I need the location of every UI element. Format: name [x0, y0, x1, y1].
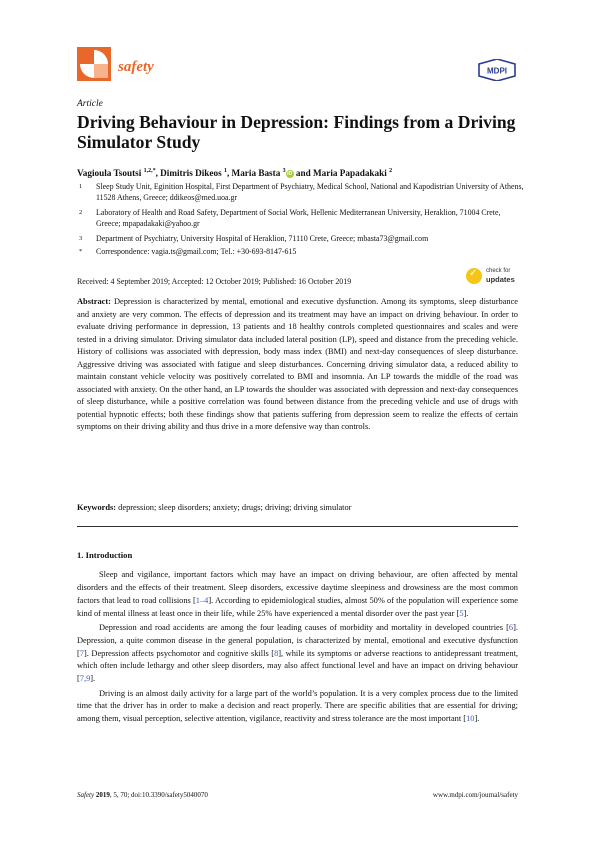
author-affiliation-marker: 1: [223, 168, 227, 174]
keywords-label: Keywords:: [77, 503, 117, 512]
mdpi-logo-text: MDPI: [487, 66, 507, 76]
paragraph-text: ].: [474, 714, 480, 724]
paragraph-text: Driving is an almost daily activity for a large part of the world’s population. It is a very complex process due to the limited time that the driver has in order to make a decision and react properly. There are specific abilities that are essential for driving; among them, visual perception, selective attention, vigilance, reactivity and stress tolerance are the most important [: [77, 688, 518, 724]
author-name: Maria Basta: [231, 168, 281, 179]
citation-link[interactable]: 7: [79, 648, 84, 658]
orcid-icon[interactable]: iD: [287, 171, 293, 178]
author-list: Vagioula Tsoutsi $^{1,2,*}$, Dimitris Dikeos $^1$, Maria Basta $^3$iD and Maria Papadakaki $^2$: [77, 168, 393, 179]
keywords-text: depression; sleep disorders; anxiety; drugs; driving; driving simulator: [118, 503, 352, 512]
mdpi-logo-icon: [477, 59, 517, 81]
affiliation-number: 2: [79, 209, 83, 216]
abstract-text: Depression is characterized by mental, emotional and executive dysfunction. Among its symptoms, sleep disturbance and anxiety are very common. The effects of depression and its treatment may have an impact on driving behaviour. In order to evaluate driving performance in depression, 13 patients and 18 healthy controls completed questionnaires and scales and were tested in a driving simulator. Driving simulator data included lateral position (LP), speed and distance from the preceding vehicle. History of collisions was associated with depression, body mass index (BMI) and next-day consequences of sleep disturbance. Aggressive driving was associated with fatigue and sleep disturbances. Concerning driving simulator data, a reduced ability to maintain constant vehicle velocity was positively correlated to BMI and insomnia. An LP towards the middle of the road was associated with anxiety. On the other hand, an LP towards the shoulder was associated with depression and next-day consequences of sleep disturbance, while a positive correlation was found between distance from the preceding vehicle and use of drugs with potential hypnotic effects; both these findings show that patients suffering from depression seem to realize the effects of certain symptoms on their driving ability and thus drive in a more defensive way than controls.: [77, 297, 519, 432]
author-name: Vagioula Tsoutsi: [77, 168, 142, 179]
author-affiliation-marker: 2: [389, 168, 393, 174]
author-name: Dimitris Dikeos: [160, 168, 222, 179]
author-affiliation-marker: 3: [282, 168, 286, 174]
footer-journal: Safety: [77, 791, 95, 799]
affiliation: [79, 208, 524, 229]
author-name: Maria Papadakaki: [313, 168, 387, 179]
citation-link[interactable]: 8: [274, 648, 279, 658]
paragraph-text: ]. Depression, a quite common disease in the general population, is characterized by mental, emotional and executive dysfunction [: [77, 622, 518, 658]
citation-link[interactable]: 5: [459, 608, 464, 618]
citation-link[interactable]: 1–4: [195, 595, 209, 605]
paragraph-text: ].: [90, 674, 96, 684]
affiliation: [79, 182, 524, 203]
check-for-updates-button[interactable]: [466, 266, 522, 288]
introduction-body: [77, 569, 518, 728]
citation-footer: [77, 791, 208, 799]
abstract: [77, 296, 518, 434]
article-type: Article: [77, 99, 103, 109]
paragraph-text: ]. Depression affects psychomotor and cognitive skills [: [83, 648, 275, 658]
correspondence: [79, 247, 524, 258]
correspondence-marker: *: [79, 248, 83, 255]
author-affiliation-marker: 1,2,*: [143, 168, 156, 174]
check-updates-line2: updates: [486, 275, 515, 284]
citation-link[interactable]: 6: [508, 622, 514, 632]
affiliation: [79, 234, 524, 245]
paragraph-text: ].: [463, 608, 469, 618]
paragraph: [77, 569, 518, 620]
citation-link[interactable]: 7,9: [79, 674, 91, 684]
paragraph-text: ]. According to epidemiological studies, almost 50% of the population will experience some kind of mental illness at least once in their life, while 25% have experienced a mental disorder over the past year [: [77, 595, 518, 618]
affiliation-number: 3: [79, 235, 83, 242]
affiliation-text: Sleep Study Unit, Eginition Hospital, First Department of Psychiatry, Medical School, National and Kapodistrian University of Athens, 11528 Athens, Greece; ddikeos@med.uoa.gr: [96, 182, 524, 202]
journal-url-link[interactable]: www.mdpi.com/journal/safety: [432, 791, 518, 799]
publication-dates: Received: 4 September 2019; Accepted: 12 October 2019; Published: 16 October 2019: [77, 277, 352, 286]
check-updates-line1: check for: [486, 268, 511, 274]
paragraph: [77, 688, 518, 727]
affiliation-text: Department of Psychiatry, University Hospital of Heraklion, 71110 Crete, Greece; mbasta73@gmail.com: [96, 234, 429, 243]
affiliation-text: Laboratory of Health and Road Safety, Department of Social Work, Hellenic Mediterranean University, Heraklion, 71004 Crete, Greece; mpapadakaki@yahoo.gr: [96, 208, 501, 228]
footer-volume-info: , 5, 70; doi:10.3390/safety5040070: [109, 791, 208, 799]
keywords: [77, 502, 518, 515]
section-heading: 1. Introduction: [77, 550, 133, 560]
citation-link[interactable]: 10: [466, 714, 475, 724]
paragraph-text: Depression and road accidents are among the four leading causes of morbidity and mortality in developed countries [: [99, 622, 509, 632]
abstract-label: Abstract:: [77, 297, 111, 306]
affiliation-number: 1: [79, 183, 83, 190]
paragraph: [77, 622, 518, 686]
journal-name: safety: [118, 59, 154, 75]
footer-year: 2019: [95, 791, 110, 799]
correspondence-text: Correspondence: vagia.ts@gmail.com; Tel.: +30-693-8147-615: [96, 247, 297, 256]
paragraph-text: Sleep and vigilance, important factors which may have an impact on driving behaviour, are often affected by mental disorders and the effects of their treatment. Sleep disorders, excessive daytime sleepiness and drowsiness are the most common factors that lead to road collisions [: [77, 570, 518, 605]
section-divider: [77, 526, 518, 527]
journal-logo-icon: [77, 47, 111, 81]
paragraph-text: ], while its symptoms or adverse reactions to antidepressant treatment, which often include lethargy and other sleep disorders, may also affect functional level and have an impact on driving behaviour [: [77, 648, 518, 684]
article-title: Driving Behaviour in Depression: Findings from a Driving Simulator Study: [77, 112, 516, 152]
checkmark-icon: ✓: [469, 268, 478, 279]
